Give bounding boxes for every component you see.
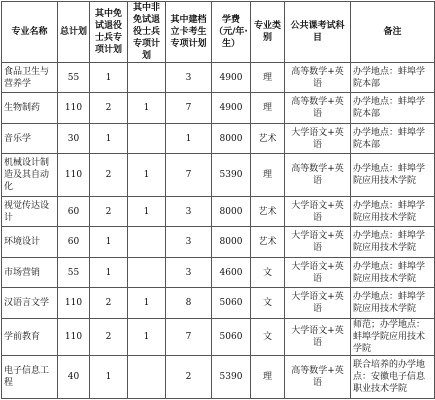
cell-category: 艺术 (251, 196, 285, 226)
cell-tuition: 8000 (212, 227, 251, 257)
cell-poverty-file: 2 (166, 356, 212, 399)
cell-tuition: 5390 (212, 154, 251, 197)
table-row (2, 227, 435, 257)
cell-non-exempt-veteran: 1 (128, 288, 166, 318)
cell-non-exempt-veteran: 1 (128, 196, 166, 226)
cell-poverty-file: 7 (166, 318, 212, 356)
cell-major-name: 汉语言文学 (2, 288, 58, 318)
cell-exempt-veteran: 2 (90, 154, 128, 197)
cell-poverty-file: 7 (166, 93, 212, 123)
cell-tuition: 5060 (212, 288, 251, 318)
cell-category: 理 (251, 63, 285, 93)
cell-exempt-veteran: 1 (90, 356, 128, 399)
cell-exempt-veteran: 2 (90, 93, 128, 123)
cell-category: 文 (251, 288, 285, 318)
cell-exempt-veteran: 1 (90, 123, 128, 153)
cell-category: 艺术 (251, 123, 285, 153)
cell-non-exempt-veteran (128, 123, 166, 153)
cell-remarks: 办学地点：蚌埠学院应用技术学院 (351, 227, 435, 257)
table-row (2, 196, 435, 226)
cell-poverty-file: 3 (166, 227, 212, 257)
cell-exempt-veteran: 2 (90, 196, 128, 226)
cell-exempt-veteran: 1 (90, 227, 128, 257)
cell-category: 艺术 (251, 227, 285, 257)
header-non-exempt-veteran-plan: 其中非免试退役士兵专项计划 (128, 2, 166, 63)
cell-non-exempt-veteran (128, 257, 166, 287)
enrollment-plan-table (1, 1, 435, 399)
cell-poverty-file: 8 (166, 288, 212, 318)
cell-remarks: 师范；办学地点：蚌埠学院应用技术学院 (351, 318, 435, 356)
cell-exam-subjects: 高等数学+英语 (285, 63, 351, 93)
cell-remarks: 办学地点：蚌埠学院本部 (351, 123, 435, 153)
cell-total-plan: 30 (58, 123, 90, 153)
cell-major-name: 视觉传达设计 (2, 196, 58, 226)
cell-category: 文 (251, 257, 285, 287)
cell-poverty-file: 7 (166, 154, 212, 197)
header-major-category: 专业类别 (251, 2, 285, 63)
header-exam-subjects: 公共课考试科目 (285, 2, 351, 63)
cell-exempt-veteran: 1 (90, 257, 128, 287)
cell-non-exempt-veteran (128, 227, 166, 257)
table-row (2, 123, 435, 153)
cell-total-plan: 60 (58, 227, 90, 257)
cell-category: 理 (251, 93, 285, 123)
cell-exam-subjects: 大学语文+英语 (285, 196, 351, 226)
table-row (2, 318, 435, 356)
cell-remarks: 办学地点：蚌埠学院本部 (351, 93, 435, 123)
cell-poverty-file: 3 (166, 63, 212, 93)
cell-tuition: 8000 (212, 123, 251, 153)
cell-major-name: 音乐学 (2, 123, 58, 153)
cell-major-name: 电子信息工程 (2, 356, 58, 399)
header-tuition: 学费（元/年·生） (212, 2, 251, 63)
table-row (2, 63, 435, 93)
table-row (2, 257, 435, 287)
header-exempt-veteran-plan: 其中免试退役士兵专项计划 (90, 2, 128, 63)
cell-major-name: 学前教育 (2, 318, 58, 356)
cell-tuition: 4900 (212, 93, 251, 123)
cell-non-exempt-veteran (128, 356, 166, 399)
cell-non-exempt-veteran: 1 (128, 93, 166, 123)
cell-exam-subjects: 大学语文+英语 (285, 288, 351, 318)
cell-remarks: 联合培养的办学地点：安徽电子信息职业技术学院 (351, 356, 435, 399)
table-row (2, 93, 435, 123)
cell-total-plan: 110 (58, 318, 90, 356)
cell-major-name: 食品卫生与营养学 (2, 63, 58, 93)
cell-total-plan: 60 (58, 196, 90, 226)
cell-exam-subjects: 高等数学+英语 (285, 356, 351, 399)
cell-remarks: 办学地点：蚌埠学院本部 (351, 63, 435, 93)
table-row (2, 154, 435, 197)
cell-non-exempt-veteran: 1 (128, 154, 166, 197)
cell-remarks: 办学地点：蚌埠学院应用技术学院 (351, 288, 435, 318)
cell-remarks: 办学地点：蚌埠学院应用技术学院 (351, 257, 435, 287)
cell-tuition: 4900 (212, 63, 251, 93)
cell-total-plan: 40 (58, 356, 90, 399)
cell-poverty-file: 3 (166, 257, 212, 287)
cell-major-name: 环境设计 (2, 227, 58, 257)
cell-exempt-veteran: 1 (90, 63, 128, 93)
cell-exempt-veteran: 2 (90, 318, 128, 356)
cell-category: 文 (251, 318, 285, 356)
cell-exam-subjects: 高等数学+英语 (285, 154, 351, 197)
table-row (2, 288, 435, 318)
cell-exempt-veteran: 2 (90, 288, 128, 318)
cell-category: 理 (251, 356, 285, 399)
cell-tuition: 4600 (212, 257, 251, 287)
cell-total-plan: 55 (58, 257, 90, 287)
cell-remarks: 办学地点：蚌埠学院应用技术学院 (351, 154, 435, 197)
cell-exam-subjects: 大学语文+英语 (285, 123, 351, 153)
cell-total-plan: 55 (58, 63, 90, 93)
cell-major-name: 机械设计制造及其自动化 (2, 154, 58, 197)
cell-non-exempt-veteran: 1 (128, 318, 166, 356)
cell-category: 理 (251, 154, 285, 197)
cell-tuition: 5390 (212, 356, 251, 399)
cell-poverty-file: 1 (166, 123, 212, 153)
header-remarks: 备注 (351, 2, 435, 63)
cell-poverty-file: 3 (166, 196, 212, 226)
cell-remarks: 办学地点：蚌埠学院应用技术学院 (351, 196, 435, 226)
cell-exam-subjects: 大学语文+英语 (285, 257, 351, 287)
cell-tuition: 5060 (212, 318, 251, 356)
header-poverty-file-plan: 其中建档立卡考生专项计划 (166, 2, 212, 63)
table-header-row (2, 2, 435, 63)
cell-exam-subjects: 大学语文+英语 (285, 227, 351, 257)
cell-total-plan: 110 (58, 93, 90, 123)
cell-total-plan: 110 (58, 288, 90, 318)
cell-major-name: 市场营销 (2, 257, 58, 287)
cell-tuition: 8000 (212, 196, 251, 226)
cell-total-plan: 110 (58, 154, 90, 197)
table-row (2, 356, 435, 399)
header-major-name: 专业名称 (2, 2, 58, 63)
cell-major-name: 生物制药 (2, 93, 58, 123)
cell-exam-subjects: 大学语文+英语 (285, 318, 351, 356)
cell-exam-subjects: 高等数学+英语 (285, 93, 351, 123)
header-total-plan: 总计划 (58, 2, 90, 63)
cell-non-exempt-veteran (128, 63, 166, 93)
